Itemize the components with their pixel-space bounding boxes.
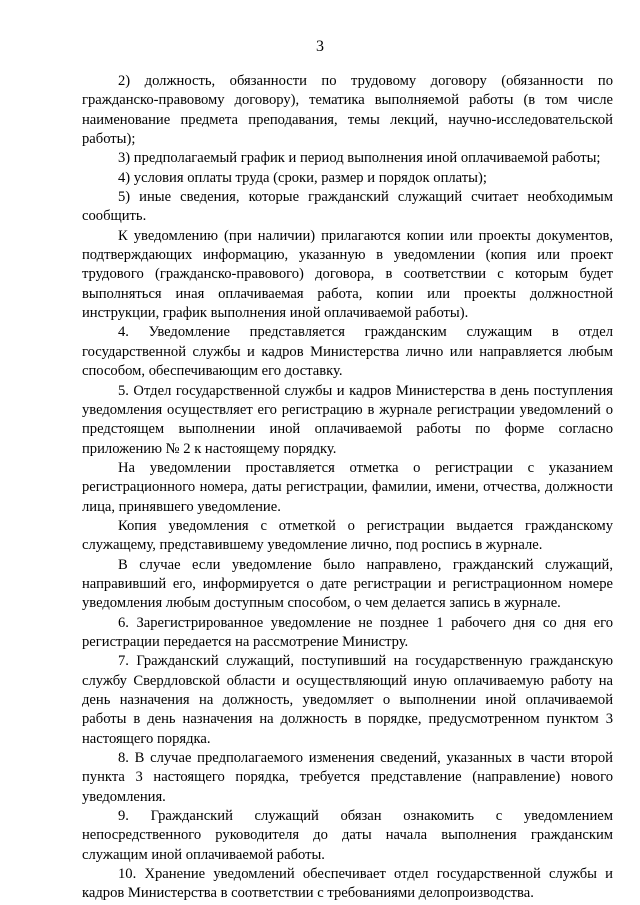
page-number: 3 bbox=[316, 38, 324, 55]
document-body bbox=[82, 72, 613, 904]
paragraph-clause-9: 9. Гражданский служащий обязан ознакомить с уведомлением непосредственного руководителя до даты начала выполнения гражданским служащим иной оплачиваемой работы. bbox=[82, 808, 613, 863]
paragraph-clause-4: 4. Уведомление представляется гражданским служащим в отдел государственной службы и кадров Министерства лично или направляется любым способом, обеспечивающим его доставку. bbox=[82, 324, 613, 380]
paragraph-item-4: 4) условия оплаты труда (сроки, размер и порядок оплаты); bbox=[118, 169, 487, 186]
paragraph-attachments: К уведомлению (при наличии) прилагаются копии или проекты документов, подтверждающих информацию, указанную в уведомлении (копия или проект трудового (гражданско-правового) договора, в соответствии с которым будет выполняться иная оплачиваемая работа, копии или проекты должностной инструкции, график выполнения иной оплачиваемой работы). bbox=[82, 227, 613, 322]
paragraph-clause-7: 7. Гражданский служащий, поступивший на государственную гражданскую службу Свердловской области и осуществляющий иную оплачиваемую работу на день назначения на должность, уведомляет о выполнении иной оплачиваемой работы в день назначения на должность в порядке, предусмотренном пунктом 3 настоящего порядка. bbox=[82, 653, 613, 747]
paragraph-item-2: 2) должность, обязанности по трудовому договору (обязанности по гражданско-правовому договору), тематика выполняемой работы (в том числе наименование предмета преподавания, темы лекций, научно-исследовательской работы); bbox=[82, 73, 613, 148]
paragraph-copy-issued: Копия уведомления с отметкой о регистрации выдается гражданскому служащему, представившему уведомление лично, под роспись в журнале. bbox=[82, 517, 613, 554]
paragraph-clause-10: 10. Хранение уведомлений обеспечивает отдел государственной службы и кадров Министерства в соответствии с требованиями делопроизводства. bbox=[82, 866, 613, 902]
paragraph-item-5: 5) иные сведения, которые гражданский служащий считает необходимым сообщить. bbox=[82, 189, 613, 225]
paragraph-clause-5: 5. Отдел государственной службы и кадров Министерства в день поступления уведомления осуществляет его регистрацию в журнале регистрации уведомлений о предстоящем выполнении иной оплачиваемой работы по форме согласно приложению № 2 к настоящему порядку. bbox=[82, 382, 613, 457]
paragraph-clause-6: 6. Зарегистрированное уведомление не позднее 1 рабочего дня со дня его регистрации передается на рассмотрение Министру. bbox=[82, 614, 613, 650]
paragraph-item-3: 3) предполагаемый график и период выполнения иной оплачиваемой работы; bbox=[118, 150, 601, 167]
paragraph-sent-notification: В случае если уведомление было направлено, гражданский служащий, направивший его, информируется о дате регистрации и регистрационном номере уведомления любым доступным способом, о чем делается запись в журнале. bbox=[82, 556, 613, 612]
paragraph-registration-mark: На уведомлении проставляется отметка о регистрации с указанием регистрационного номера, даты регистрации, фамилии, имени, отчества, должности лица, принявшего уведомление. bbox=[82, 459, 613, 515]
paragraph-clause-8: 8. В случае предполагаемого изменения сведений, указанных в части второй пункта 3 настоящего порядка, требуется представление (направление) нового уведомления. bbox=[82, 750, 613, 805]
